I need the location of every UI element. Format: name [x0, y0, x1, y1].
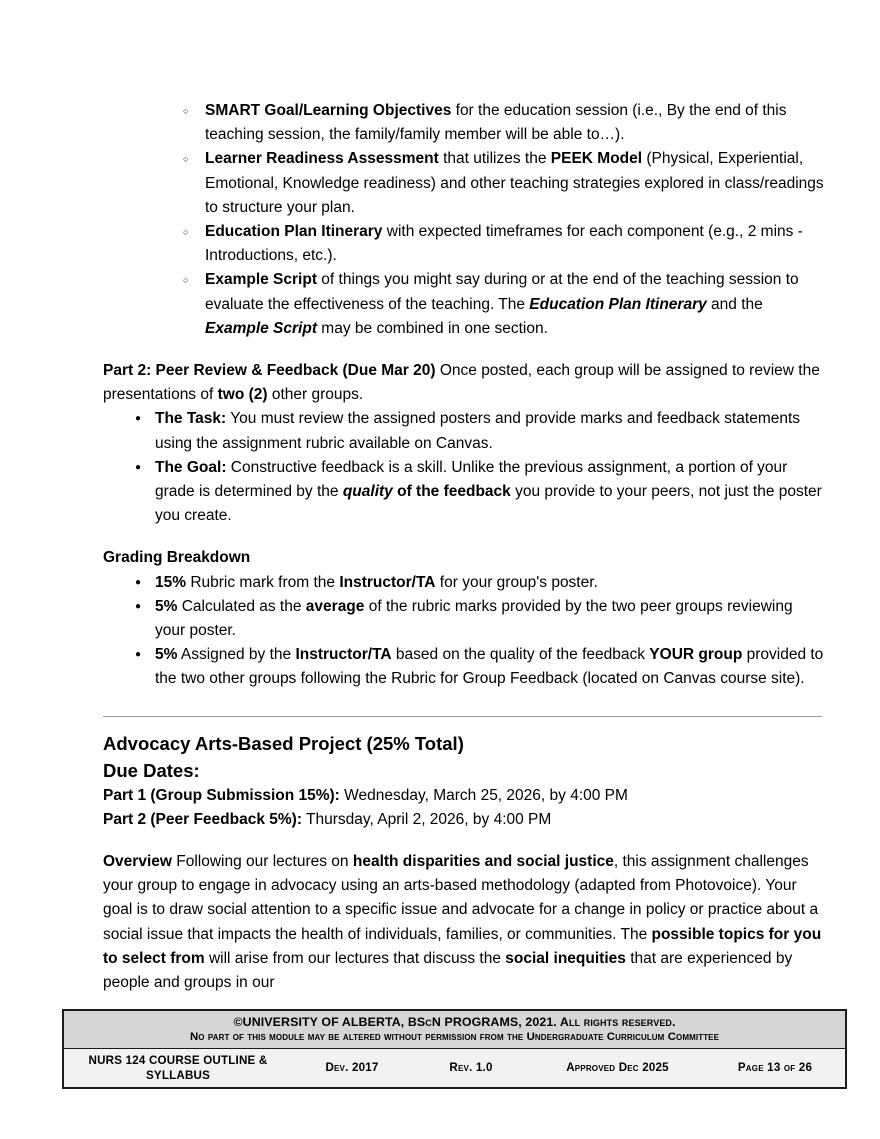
part2-label: Part 2: Peer Review & Feedback (Due Mar 20) [103, 362, 436, 380]
part2-paragraph [103, 359, 825, 407]
footer-page-number: Page 13 of 26 [737, 1061, 813, 1075]
grading-5-percent-b: 5% [155, 646, 178, 664]
grading-breakdown-list [103, 571, 825, 692]
grading-5-mid-b1: Assigned by the [177, 646, 296, 664]
education-plan-itinerary-text: with expected timeframes for each component (e.g., 2 mins - Introductions, etc.). [205, 223, 803, 265]
overview-label: Overview [103, 853, 172, 871]
your-group-label: YOUR group [649, 646, 743, 664]
smart-goal-text: for the education session (i.e., By the end of this teaching session, the family/family member will be able to…). [205, 102, 787, 144]
footer-dev-version: Dev. 2017 [325, 1061, 379, 1075]
average-label: average [305, 597, 365, 615]
learner-readiness-label: Learner Readiness Assessment [205, 150, 439, 168]
list-item-learner-readiness [103, 147, 825, 220]
list-item-example-script [103, 268, 825, 341]
health-disparities-label: health disparities and social justice [352, 853, 614, 871]
example-script-mid2: and the [706, 295, 763, 313]
list-item-the-task [103, 407, 825, 455]
overview-mid2: , this assignment challenges your group to engage in advocacy using an arts-based methodology (adapted from Photovoice). Your goal is to draw social attention to a specific issue and advocate for a change in policy or practice about a social issue that impacts the health of individuals, families, or communities. The [103, 853, 819, 943]
spacer-after-rule [103, 717, 825, 730]
smart-goal-label: SMART Goal/Learning Objectives [205, 102, 452, 119]
list-item-smart-goal [103, 99, 825, 147]
list-item-the-goal [103, 456, 825, 529]
part2-bullet-list [103, 407, 825, 528]
grading-5-text-b: provided to the two other groups following the Rubric for Group Feedback (located on Canvas course site). [155, 646, 824, 688]
grading-15-mid: Rubric mark from the [186, 573, 340, 591]
peek-model-label: PEEK Model [550, 150, 643, 168]
example-script-label: Example Script [205, 271, 317, 289]
spacer-before-grading [103, 528, 825, 546]
education-plan-itinerary-label: Education Plan Itinerary [205, 223, 383, 241]
footer-info-row [64, 1048, 845, 1087]
overview-text: that are experienced by people and groups in our [103, 949, 793, 992]
grading-breakdown-heading: Grading Breakdown [103, 549, 251, 567]
grading-15-percent: 15% [155, 573, 187, 591]
education-plan-sub-list [103, 99, 825, 341]
grading-15-text: for your group's poster. [435, 573, 598, 591]
learner-readiness-text: (Physical, Experiential, Emotional, Knowledge readiness) and other teaching strategies explored in class/readings to structure your plan. [205, 150, 824, 216]
due-date-part2-label: Part 2 (Peer Feedback 5%): [103, 810, 303, 828]
list-item-education-plan-itinerary [103, 220, 825, 268]
footer-revision: Rev. 1.0 [449, 1061, 493, 1075]
of-the-feedback-label: of the feedback [392, 483, 511, 501]
grading-5-text-a: of the rubric marks provided by the two peer groups reviewing your poster. [155, 597, 793, 640]
footer-copyright-line: ©UNIVERSITY OF ALBERTA, BScN PROGRAMS, 2021. All rights reserved. [233, 1015, 676, 1029]
due-date-part2-value: Thursday, April 2, 2026, by 4:00 PM [302, 810, 552, 828]
grading-5-percent-a: 5% [155, 597, 178, 615]
instructor-ta-label-2: Instructor/TA [295, 646, 392, 664]
due-date-part1-value: Wednesday, March 25, 2026, by 4:00 PM [339, 786, 628, 804]
grading-5-mid-a: Calculated as the [177, 597, 306, 615]
grading-5-mid-b2: based on the quality of the feedback [391, 646, 650, 664]
instructor-ta-label-1: Instructor/TA [339, 573, 436, 591]
example-script-emphasis: Example Script [205, 319, 317, 337]
spacer-before-rule [103, 692, 825, 716]
due-date-part2 [103, 808, 825, 832]
learner-readiness-mid: that utilizes the [438, 150, 551, 168]
the-task-label: The Task: [155, 410, 227, 428]
example-script-text: may be combined in one section. [317, 319, 548, 337]
list-item-grading-5-feedback [103, 643, 825, 691]
footer-course-title: NURS 124 COURSE OUTLINE & SYLLABUS [88, 1053, 268, 1082]
spacer-after-sublist [103, 341, 825, 359]
education-plan-itinerary-emphasis: Education Plan Itinerary [529, 295, 707, 313]
advocacy-project-title: Advocacy Arts-Based Project (25% Total) [103, 732, 464, 754]
list-item-grading-5-average [103, 595, 825, 643]
the-goal-label: The Goal: [155, 458, 227, 476]
example-script-mid1: of things you might say during or at the end of the teaching session to evaluate the effectiveness of the teaching. The [205, 271, 799, 313]
overview-mid1: Following our lectures on [171, 853, 353, 871]
possible-topics-label: possible topics for you to select from [103, 925, 822, 967]
social-inequities-label: social inequities [505, 949, 626, 967]
footer-approved-date: Approved Dec 2025 [566, 1061, 669, 1075]
due-date-part1-label: Part 1 (Group Submission 15%): [103, 786, 340, 804]
spacer-before-overview [103, 832, 825, 850]
due-date-part1 [103, 784, 825, 808]
list-item-grading-15 [103, 571, 825, 595]
part2-mid: Once posted, each group will be assigned to review the presentations of [103, 362, 820, 404]
part2-text: other groups. [267, 386, 364, 404]
due-dates-heading: Due Dates: [103, 759, 200, 781]
overview-paragraph [103, 850, 825, 995]
the-goal-text: you provide to your peers, not just the poster you create. [155, 483, 822, 525]
page-footer [62, 1009, 847, 1089]
footer-copyright-block [64, 1011, 845, 1048]
document-content [103, 99, 825, 995]
the-goal-mid1: Constructive feedback is a skill. Unlike the previous assignment, a portion of your grade is determined by the [155, 458, 788, 501]
overview-mid3: will arise from our lectures that discuss the [204, 949, 506, 967]
the-task-text: You must review the assigned posters and provide marks and feedback statements using the assignment rubric available on Canvas. [155, 410, 801, 452]
quality-emphasis: quality [342, 483, 393, 501]
footer-restriction-line: No part of this module may be altered without permission from the Undergraduate Curriculum Committee [189, 1031, 720, 1043]
two-groups-label: two (2) [217, 386, 268, 404]
